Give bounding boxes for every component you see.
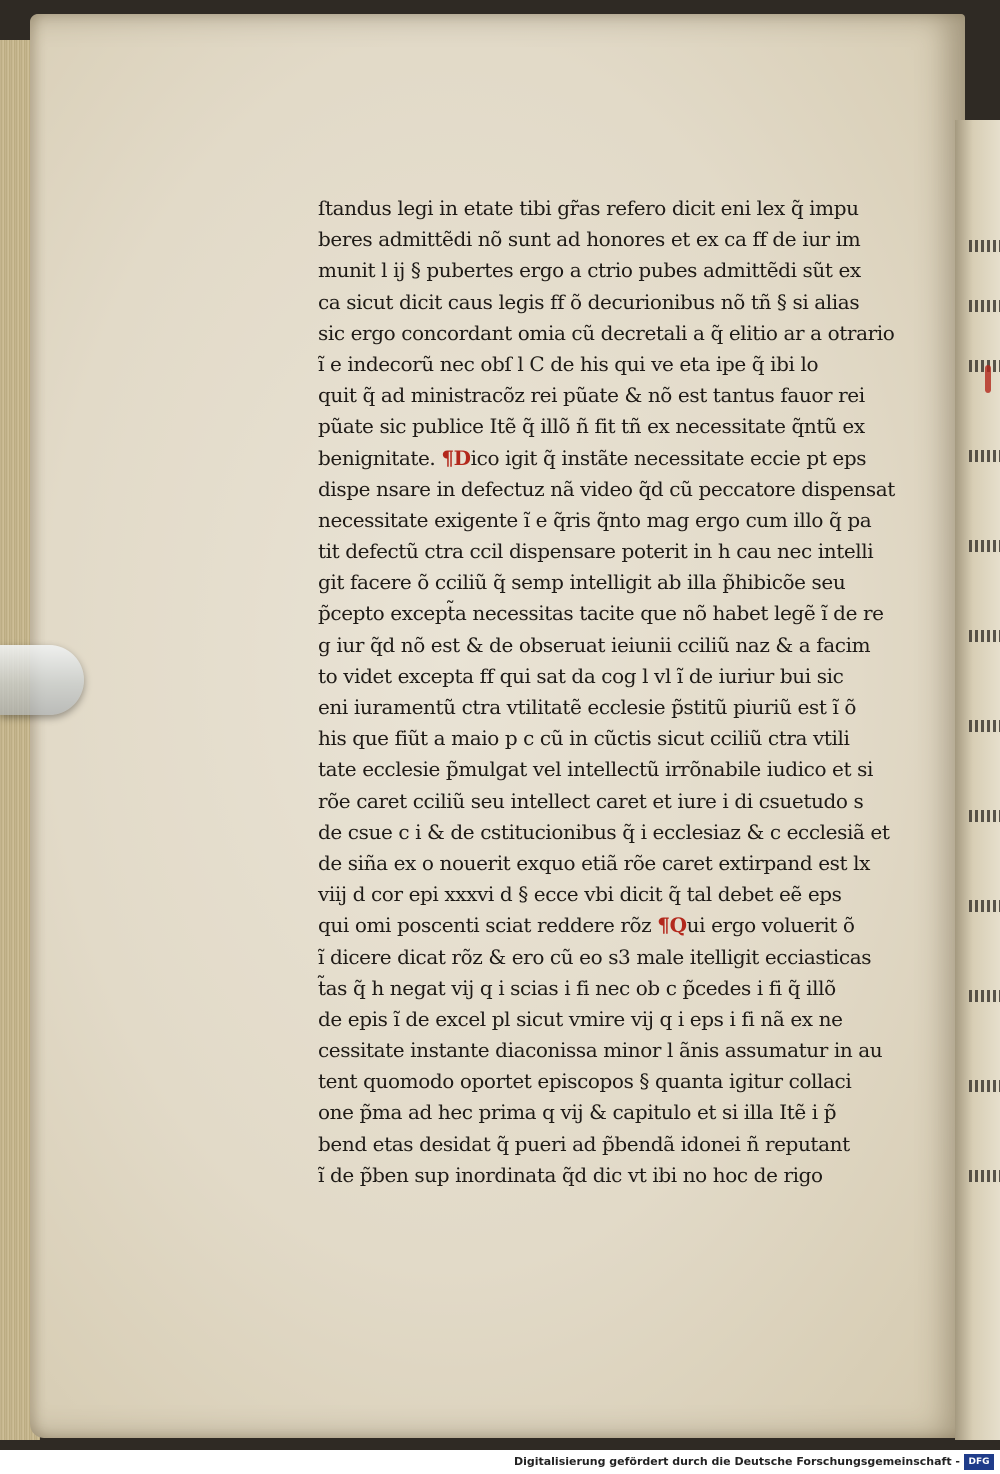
text-line: de siña ex o nouerit exquo etiã rõe caret extirpand est lx	[318, 850, 870, 875]
text-line: t̃as q̃ h negat vij q i scias i fi nec ob c p̃cedes i fi q̃ illõ	[318, 975, 836, 1000]
text-line: ĩ dicere dicat rõz & ero cũ eo s3 male itelligit ecciasticas	[318, 944, 872, 969]
text-block	[318, 193, 910, 1191]
text-line: ſtandus legi in etate tibi gr̃as refero dicit eni lex q̃ impu	[318, 196, 859, 220]
text-line: sic ergo concordant omia cũ decretali a q̃ elitio ar a otrario	[318, 320, 895, 345]
text-line: eni iuramentũ ctra vtilitatẽ ecclesie p̃stitũ piuriũ est ĩ õ	[318, 695, 857, 719]
text-line: ĩ e indecorũ nec obſ l C de his qui ve eta ipe q̃ ibi lo	[318, 351, 819, 376]
text-line: quit q̃ ad ministracõz rei pũate & nõ est tantus fauor rei	[318, 383, 865, 408]
facing-page-edge	[955, 120, 1000, 1440]
dfg-logo-icon: DFG	[964, 1454, 994, 1470]
text-line: tate ecclesie p̃mulgat vel intellectũ irrõnabile iudico et si	[318, 757, 873, 782]
text-line: rõe caret cciliũ seu intellect caret et iure i di csuetudo s	[318, 788, 864, 813]
text-line: to videt excepta ff qui sat da cog l vl ĩ de iuriur bui sic	[318, 663, 844, 688]
text-line: dispe nsare in defectuz nã video q̃d cũ peccatore dispensat	[318, 476, 895, 501]
page-clip	[0, 645, 84, 715]
text-line: ca sicut dicit caus legis ff õ decurionibus nõ tñ § si alias	[318, 289, 860, 314]
text-segment: ico igit q̃ instãte necessitate eccie pt eps	[470, 445, 867, 470]
text-segment: benignitate.	[318, 445, 436, 470]
text-segment: qui omi poscenti sciat reddere rõz	[318, 913, 652, 938]
text-line: de epis ĩ de excel pl sicut vmire vij q i eps i fi nã ex ne	[318, 1006, 843, 1031]
text-line: his que fiũt a maio p c cũ in cũctis sicut cciliũ ctra vtili	[318, 726, 850, 751]
text-segment: ui ergo voluerit õ	[686, 913, 855, 938]
text-line: beres admittẽdi nõ sunt ad honores et ex ca ff de iur im	[318, 227, 861, 252]
text-line: pũate sic publice Itẽ q̃ illõ ñ fit tñ ex necessitate q̃ntũ ex	[318, 414, 865, 439]
text-line: one p̃ma ad hec prima q vij & capitulo et si illa Itẽ i p̃	[318, 1100, 837, 1125]
text-line: bend etas desidat q̃ pueri ad p̃bendã idonei ñ reputant	[318, 1131, 850, 1156]
rubric-mark: ¶D	[441, 445, 471, 470]
footer-bar	[0, 1450, 1000, 1474]
text-line: de csue c i & de cstitucionibus q̃ i ecclesiaz & c ecclesiã et	[318, 819, 890, 844]
text-line: p̃cepto except̃a necessitas tacite que nõ habet legẽ ĩ de re	[318, 601, 884, 626]
text-line: tit defectũ ctra ccil dispensare poterit in h cau nec intelli	[318, 539, 874, 564]
text-line: g iur q̃d nõ est & de obseruat ieiunii cciliũ naz & a facim	[318, 632, 871, 657]
text-line: cessitate instante diaconissa minor l ãnis assumatur in au	[318, 1038, 883, 1063]
text-line: viij d cor epi xxxvi d § ecce vbi dicit q̃ tal debet eẽ eps	[318, 882, 842, 907]
text-line-with-rubric	[318, 443, 910, 474]
text-line: git facere õ cciliũ q̃ semp intelligit ab illa p̃hibicõe seu	[318, 570, 846, 595]
rubric-mark: ¶Q	[657, 913, 687, 938]
text-line: munit l ij § pubertes ergo a ctrio pubes admittẽdi sũt ex	[318, 258, 861, 283]
text-line-with-rubric	[318, 910, 910, 941]
text-line: necessitate exigente ĩ e q̃ris q̃nto mag ergo cum illo q̃ pa	[318, 507, 872, 532]
text-line: ĩ de p̃ben sup inordinata q̃d dic vt ibi no hoc de rigo	[318, 1162, 823, 1187]
text-line: tent quomodo oportet episcopos § quanta igitur collaci	[318, 1069, 852, 1094]
footer-credit: Digitalisierung gefördert durch die Deutsche Forschungsgemeinschaft -	[513, 1455, 960, 1468]
